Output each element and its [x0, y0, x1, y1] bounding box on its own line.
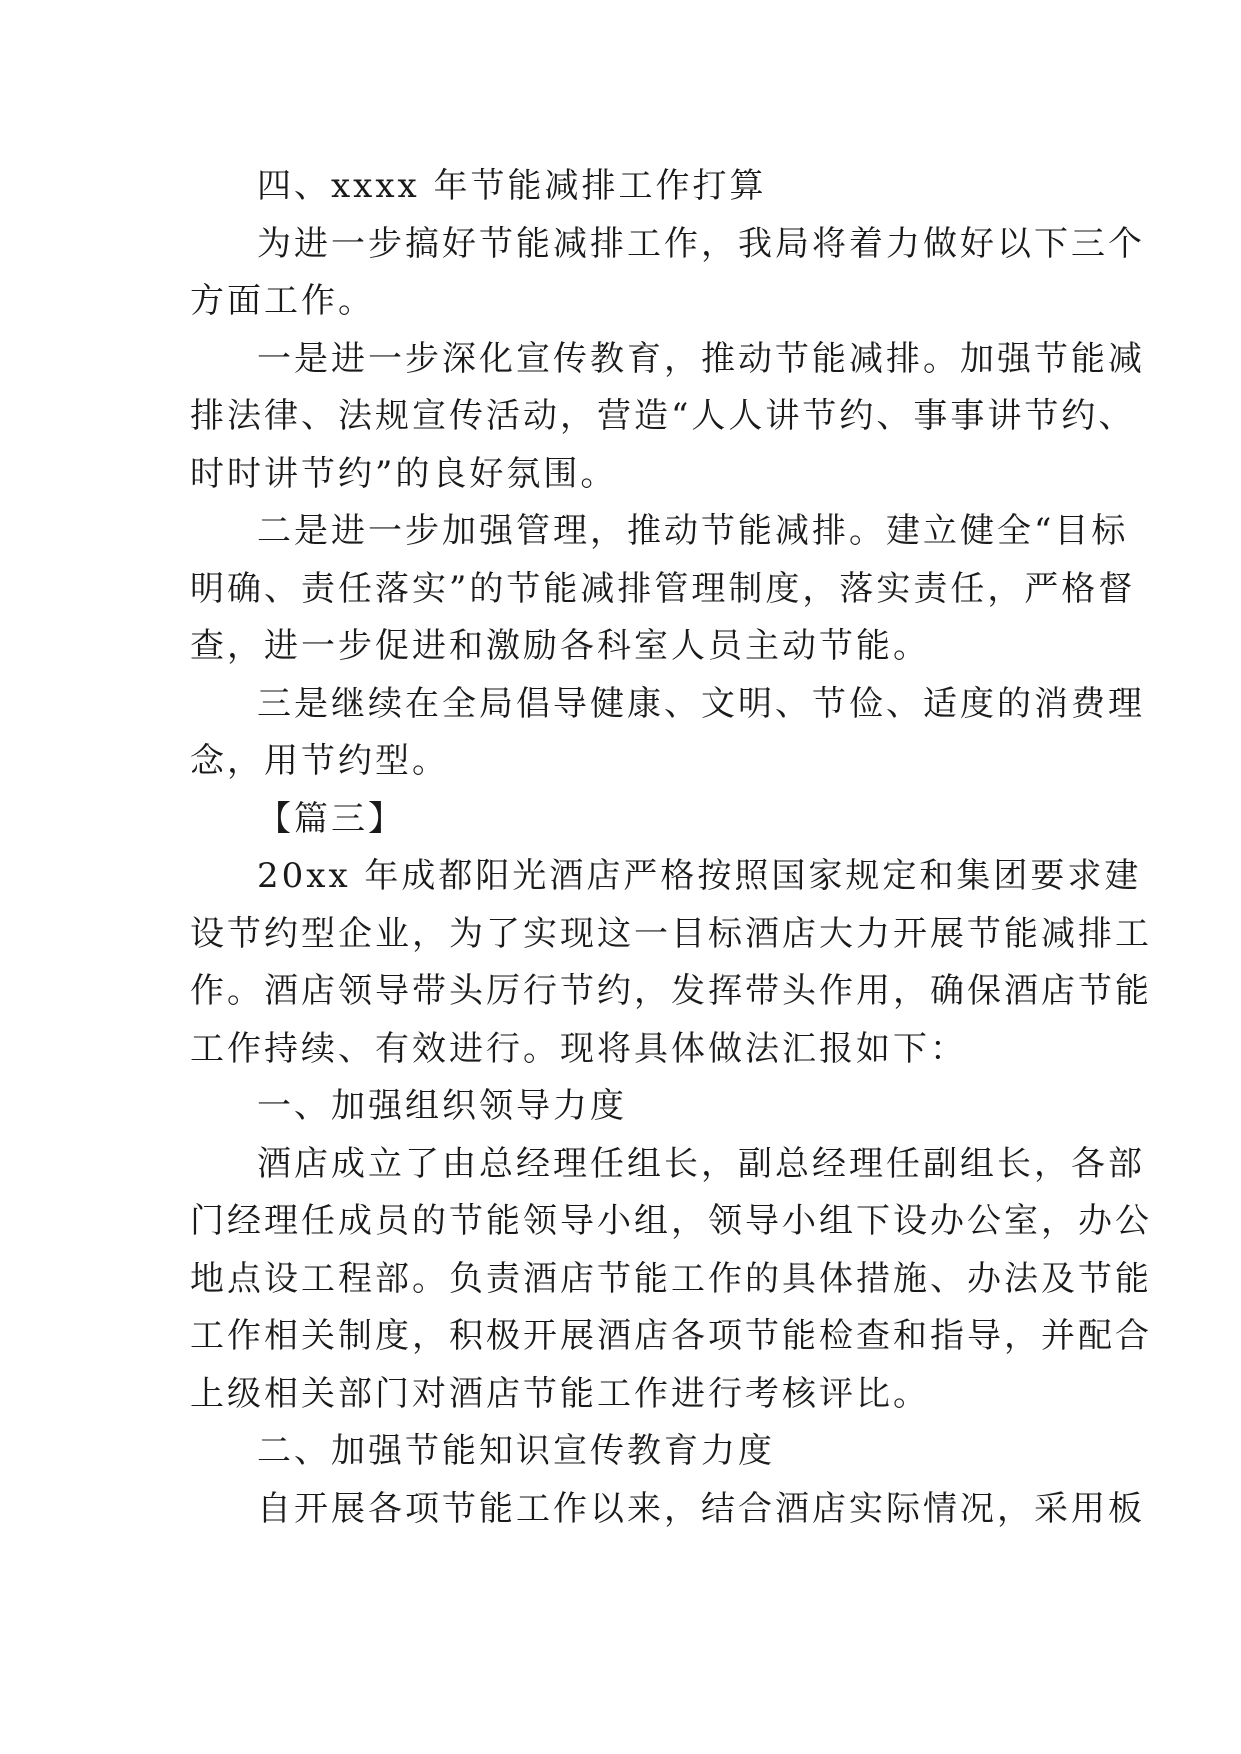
- paragraph-line: 为进一步搞好节能减排工作，我局将着力做好以下三个: [257, 224, 1145, 264]
- paragraph-line: 查，进一步促进和激励各科室人员主动节能。: [190, 626, 930, 666]
- paragraph-line: 方面工作。: [190, 281, 375, 321]
- section-heading: 二、加强节能知识宣传教育力度: [257, 1431, 775, 1471]
- paragraph-line: 自开展各项节能工作以来，结合酒店实际情况，采用板: [257, 1489, 1145, 1529]
- paragraph-line: 念，用节约型。: [190, 741, 449, 781]
- paragraph-line: 工作持续、有效进行。现将具体做法汇报如下：: [190, 1029, 967, 1069]
- paragraph-line: 一是进一步深化宣传教育，推动节能减排。加强节能减: [257, 339, 1145, 379]
- paragraph-line: 二是进一步加强管理，推动节能减排。建立健全“目标: [257, 511, 1129, 551]
- section-heading: 一、加强组织领导力度: [257, 1086, 627, 1126]
- paragraph-line: 设节约型企业，为了实现这一目标酒店大力开展节能减排工: [190, 914, 1152, 954]
- paragraph-line: 地点设工程部。负责酒店节能工作的具体措施、办法及节能: [190, 1259, 1152, 1299]
- paragraph-line: 门经理任成员的节能领导小组，领导小组下设办公室，办公: [190, 1201, 1152, 1241]
- paragraph-line: 酒店成立了由总经理任组长，副总经理任副组长，各部: [257, 1144, 1145, 1184]
- paragraph-line: 三是继续在全局倡导健康、文明、节俭、适度的消费理: [257, 684, 1145, 724]
- paragraph-line: 20xx 年成都阳光酒店严格按照国家规定和集团要求建: [257, 856, 1142, 896]
- paragraph-line: 明确、责任落实”的节能减排管理制度，落实责任，严格督: [190, 569, 1136, 609]
- paragraph-line: 排法律、法规宣传活动，营造“人人讲节约、事事讲节约、: [190, 396, 1136, 436]
- paragraph-line: 时时讲节约”的良好氛围。: [190, 454, 618, 494]
- paragraph-line: 作。酒店领导带头厉行节约，发挥带头作用，确保酒店节能: [190, 971, 1152, 1011]
- section-heading: 四、xxxx 年节能减排工作打算: [257, 166, 767, 206]
- section-heading: 【篇三】: [257, 799, 405, 839]
- paragraph-line: 上级相关部门对酒店节能工作进行考核评比。: [190, 1374, 930, 1414]
- paragraph-line: 工作相关制度，积极开展酒店各项节能检查和指导，并配合: [190, 1316, 1152, 1356]
